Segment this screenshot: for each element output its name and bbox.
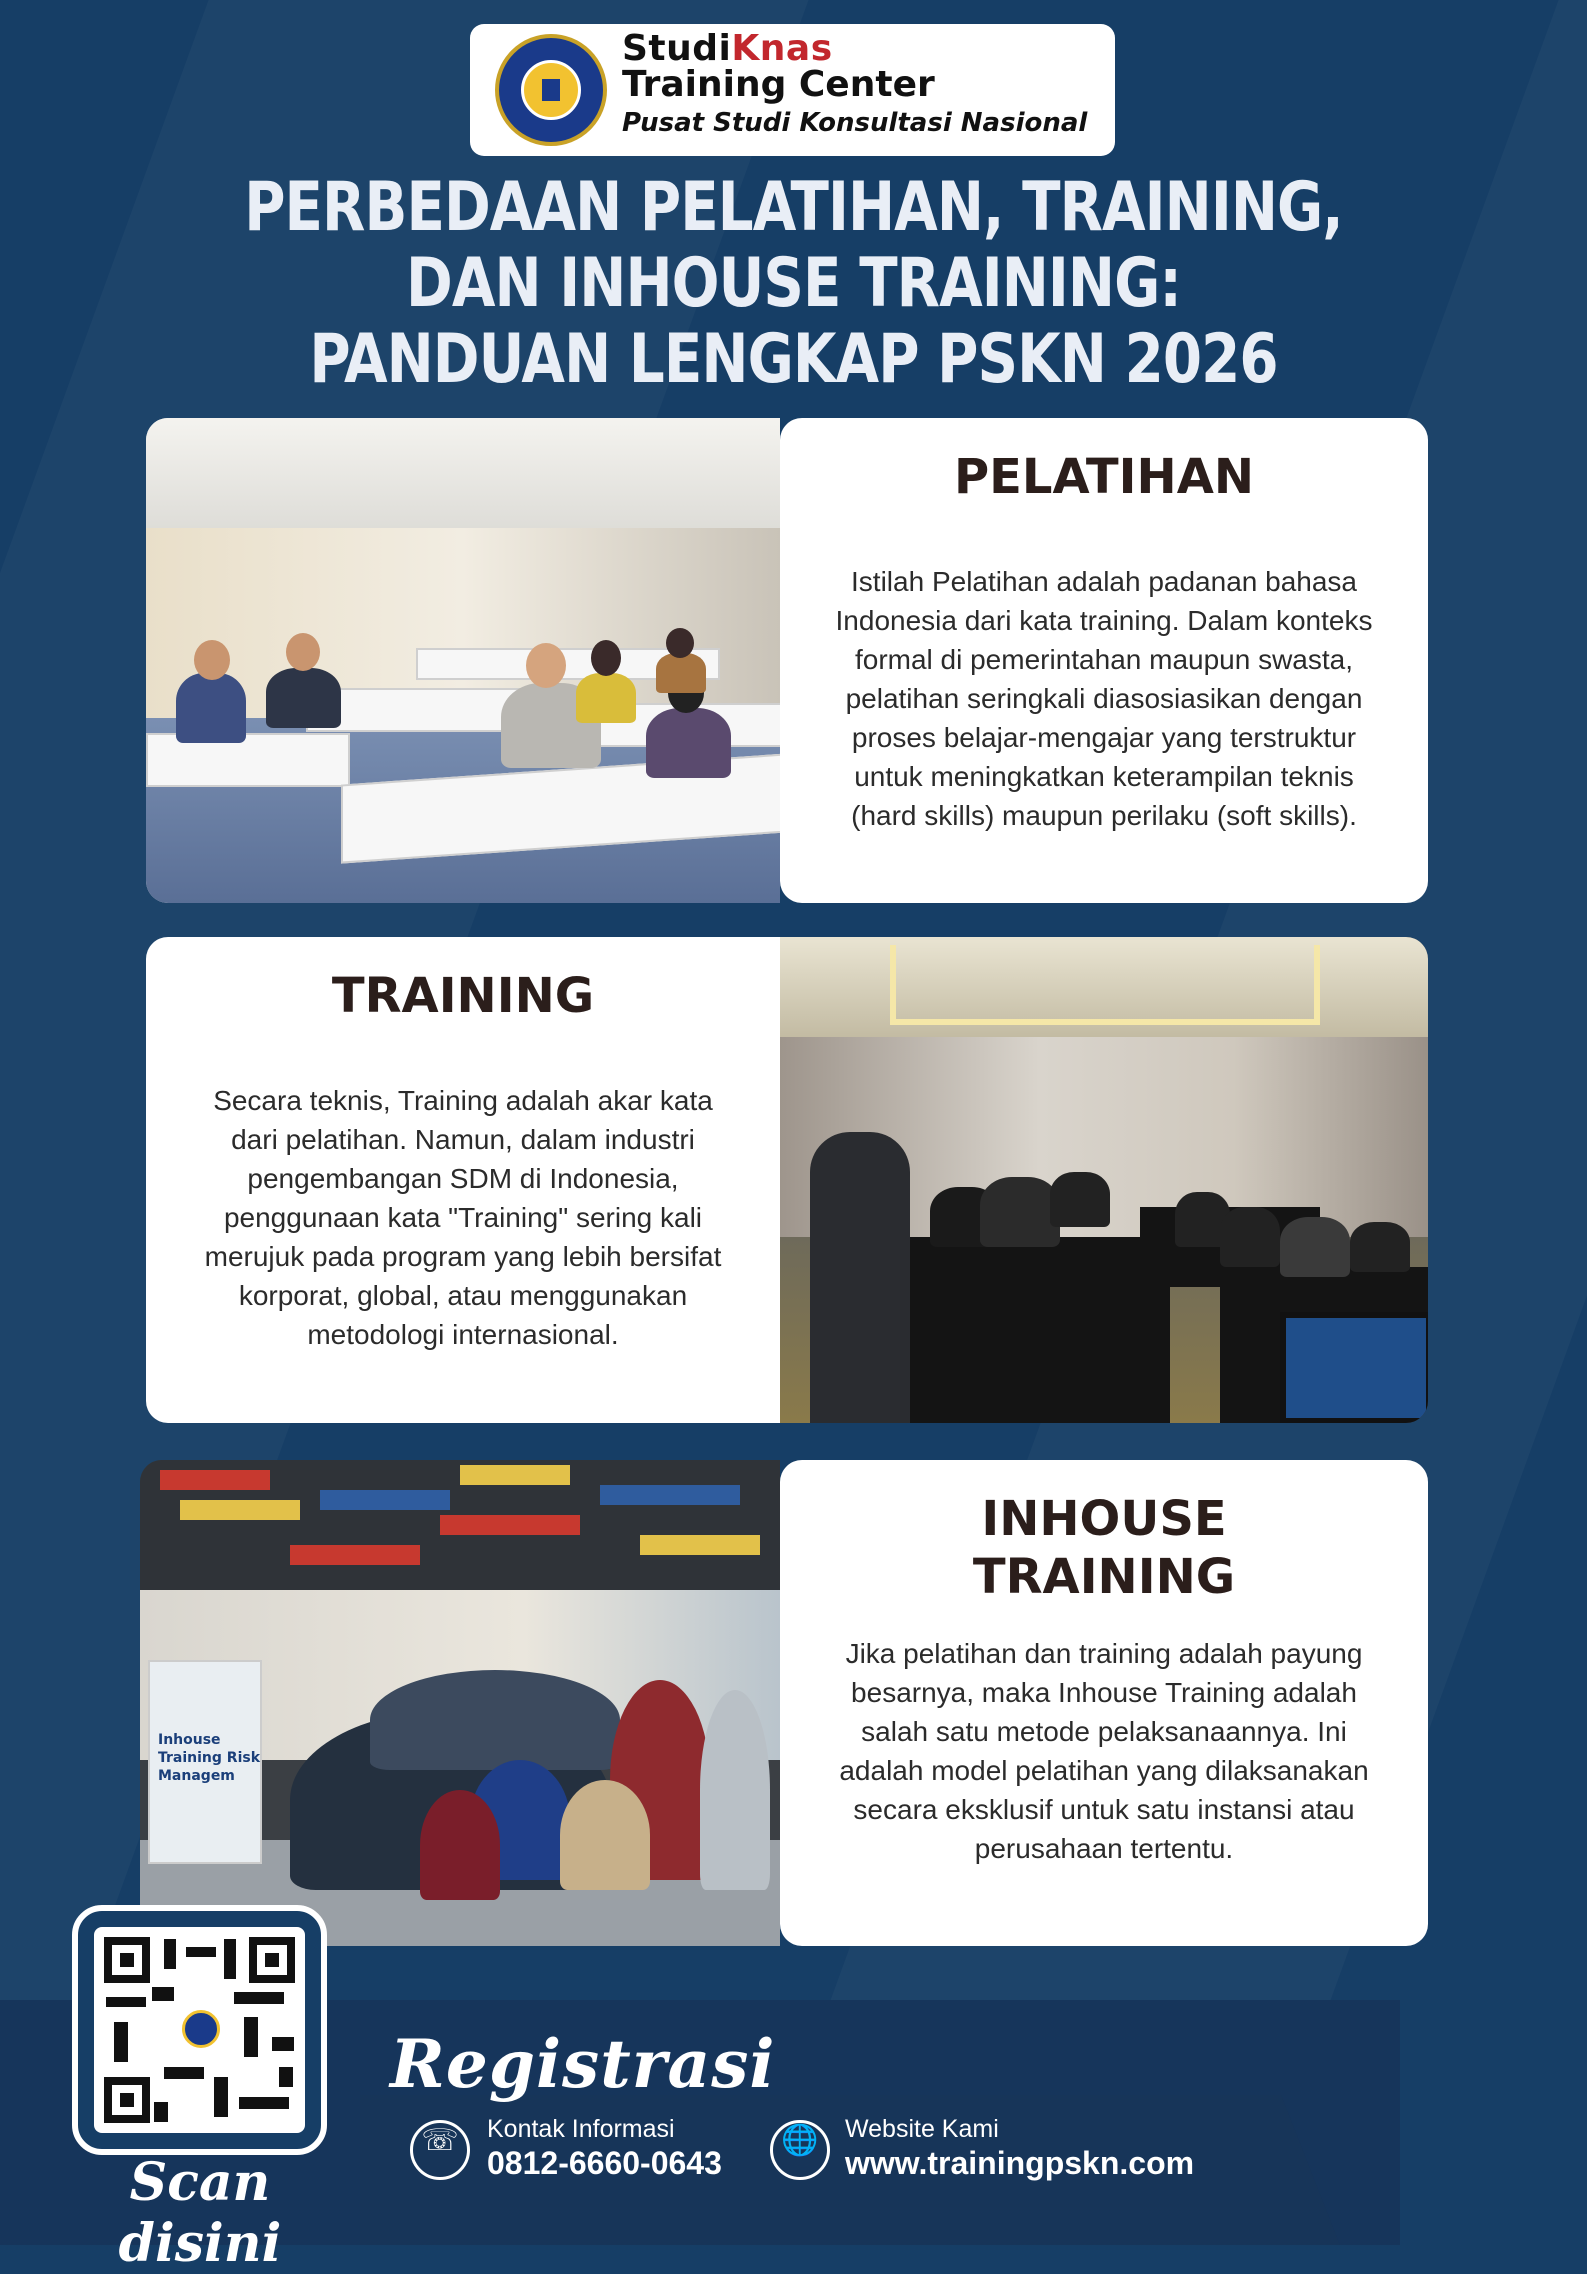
headline-line-1: PERBEDAAN PELATIHAN, TRAINING, xyxy=(244,168,1343,247)
qr-code-image[interactable] xyxy=(94,1927,305,2133)
seal-icon xyxy=(495,34,607,146)
seal-icon xyxy=(182,2010,220,2048)
training-card xyxy=(146,937,780,1423)
pelatihan-title: PELATIHAN xyxy=(953,449,1255,505)
globe-icon: 🌐 xyxy=(770,2120,830,2180)
training-banner: Inhouse Training Risk Managem xyxy=(148,1660,262,1864)
group-photo xyxy=(140,1460,780,1946)
headline-line-2: DAN INHOUSE TRAINING: xyxy=(406,244,1181,323)
scan-label: Scan disini xyxy=(118,2152,282,2274)
brand-subtitle: Training Center xyxy=(622,64,935,105)
phone-icon: ☏ xyxy=(410,2120,470,2180)
brand-tagline: Pusat Studi Konsultasi Nasional xyxy=(622,108,1088,138)
meeting-room-photo xyxy=(780,937,1428,1423)
inhouse-body: Jika pelatihan dan training adalah payung besarnya, maka Inhouse Training adalah salah satu metode pelaksanaannya. Ini adalah model pelatihan yang dilaksanakan secara eksklusif untuk satu instansi atau perusahaan tertentu. xyxy=(839,1638,1369,1864)
training-body: Secara teknis, Training adalah akar kata dari pelatihan. Namun, dalam industri pengembangan SDM di Indonesia, penggunaan kata "Training" sering kali merujuk pada program yang lebih bersifat korporat, global, atau menggunakan metodologi internasional. xyxy=(204,1085,722,1350)
website-label: Website Kami xyxy=(845,2115,999,2143)
pelatihan-body: Istilah Pelatihan adalah padanan bahasa Indonesia dari kata training. Dalam konteks formal di pemerintahan maupun swasta, pelatihan seringkali diasosiasikan dengan proses belajar-mengajar yang terstruktur untuk meningkatkan keterampilan teknis (hard skills) maupun perilaku (soft skills). xyxy=(835,566,1373,831)
inhouse-training-card xyxy=(780,1460,1428,1946)
seminar-room-photo xyxy=(146,418,780,903)
contact-phone[interactable]: 0812-6660-0643 xyxy=(487,2145,722,2181)
inhouse-title-line-2: TRAINING xyxy=(972,1549,1236,1605)
brand-logo xyxy=(470,24,1115,156)
pelatihan-card xyxy=(780,418,1428,903)
website-link[interactable]: www.trainingpskn.com xyxy=(845,2145,1195,2181)
headline-line-3: PANDUAN LENGKAP PSKN 2026 xyxy=(309,320,1278,399)
contact-label: Kontak Informasi xyxy=(487,2115,675,2143)
qr-code[interactable] xyxy=(72,1905,327,2155)
training-title: TRAINING xyxy=(331,968,595,1024)
registration-title: Registrasi xyxy=(390,2025,776,2103)
brand-name: StudiKnas xyxy=(622,28,833,69)
inhouse-title-line-1: INHOUSE xyxy=(981,1491,1227,1547)
